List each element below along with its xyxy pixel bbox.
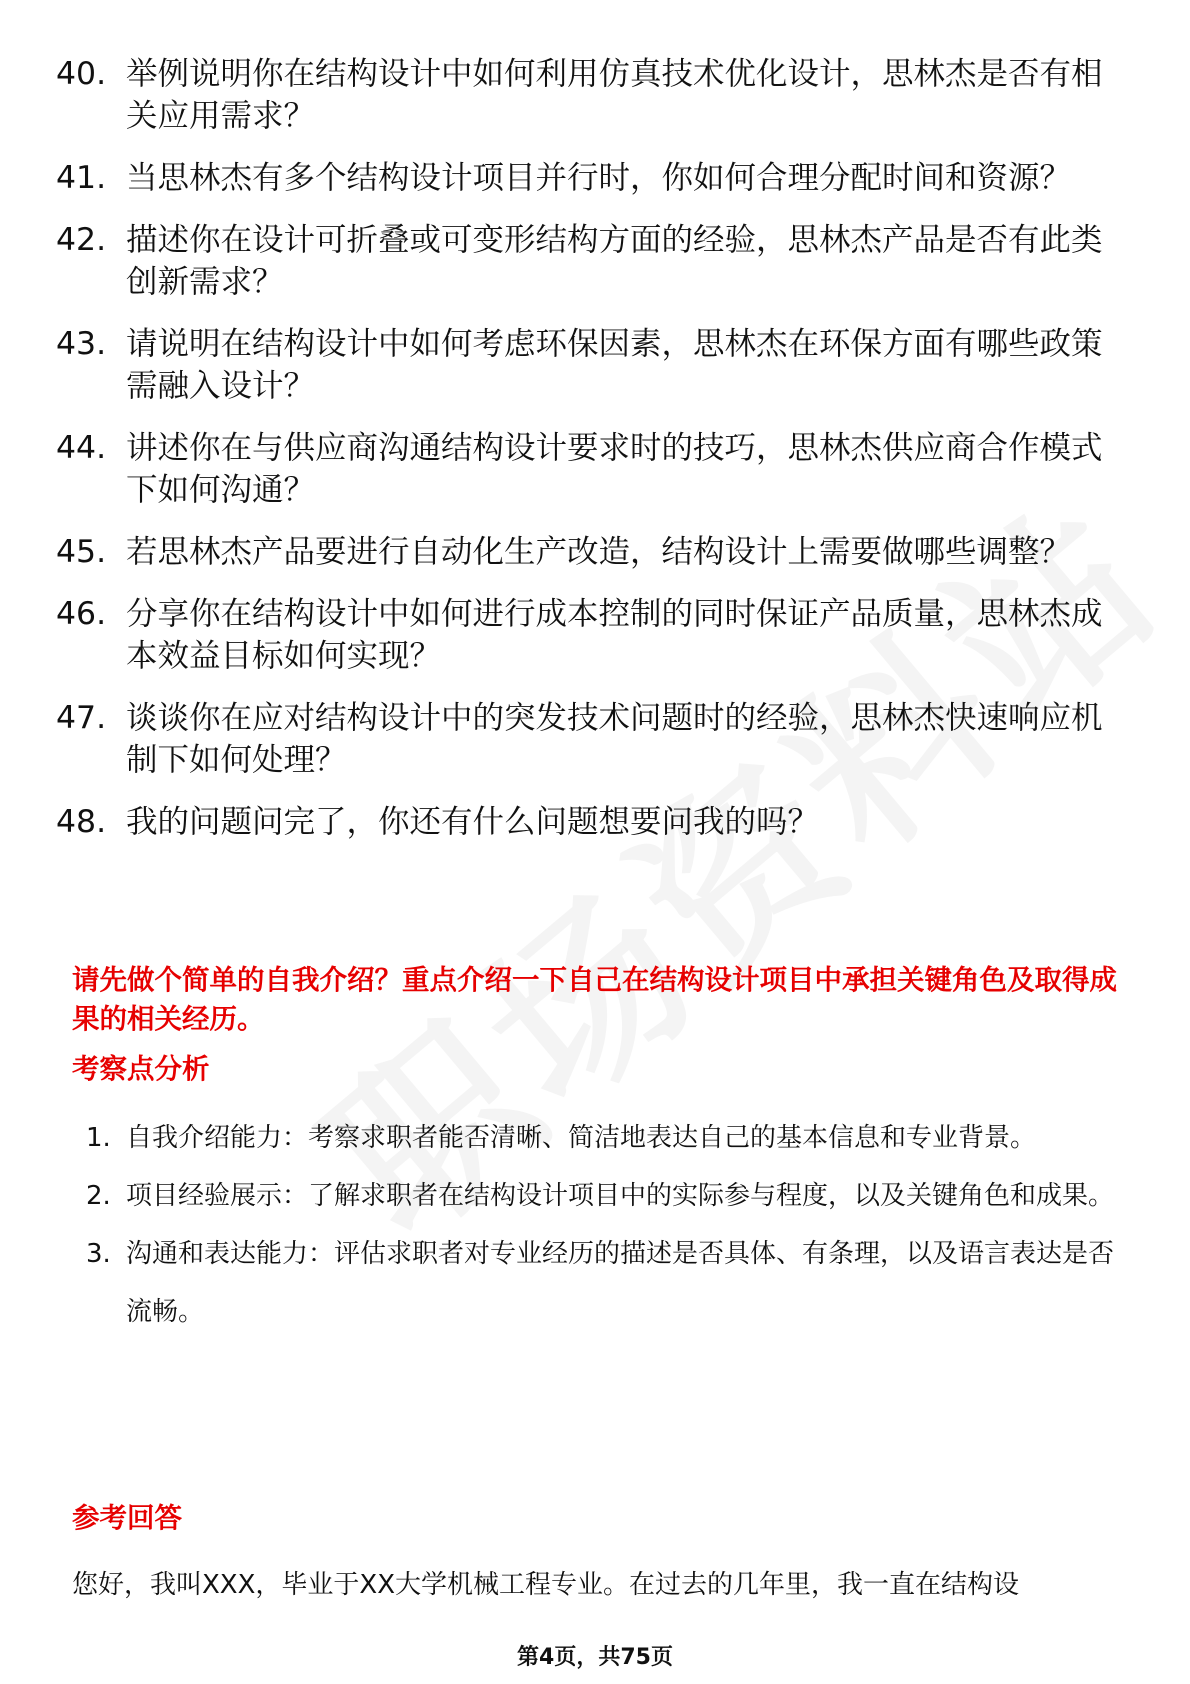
item-text: 自我介绍能力：考察求职者能否清晰、简洁地表达自己的基本信息和专业背景。 (126, 1123, 1037, 1153)
list-item (56, 427, 1116, 511)
item-text: 举例说明你在结构设计中如何利用仿真技术优化设计，思林杰是否有相关应用需求？ (126, 56, 1103, 134)
item-number: 3. (86, 1239, 111, 1269)
item-number: 45. (56, 534, 107, 570)
list-item (56, 53, 1116, 137)
item-text: 沟通和表达能力：评估求职者对专业经历的描述是否具体、有条理，以及语言表达是否流畅。 (126, 1239, 1115, 1327)
item-text: 谈谈你在应对结构设计中的突发技术问题时的经验，思林杰快速响应机制下如何处理？ (126, 700, 1103, 778)
item-text: 我的问题问完了，你还有什么问题想要问我的吗？ (126, 804, 820, 840)
item-text: 请说明在结构设计中如何考虑环保因素，思林杰在环保方面有哪些政策需融入设计？ (126, 326, 1103, 404)
list-item (56, 697, 1116, 781)
list-item (56, 531, 1116, 573)
item-text: 当思林杰有多个结构设计项目并行时，你如何合理分配时间和资源？ (126, 160, 1072, 196)
list-item (86, 1225, 1126, 1341)
item-number: 2. (86, 1181, 111, 1211)
list-item (56, 593, 1116, 677)
item-text: 分享你在结构设计中如何进行成本控制的同时保证产品质量，思林杰成本效益目标如何实现？ (126, 596, 1103, 674)
list-item (56, 323, 1116, 407)
analysis-heading: 考察点分析 (72, 1053, 210, 1085)
question-list (56, 53, 1116, 863)
list-item (86, 1167, 1126, 1225)
list-item (86, 1109, 1126, 1167)
interview-prompt: 请先做个简单的自我介绍？重点介绍一下自己在结构设计项目中承担关键角色及取得成果的相关经历。 (72, 964, 1117, 1035)
analysis-list (86, 1109, 1126, 1341)
page-footer: 第4页，共75页 (517, 1645, 673, 1670)
item-number: 46. (56, 596, 107, 632)
item-number: 1. (86, 1123, 111, 1153)
item-number: 41. (56, 160, 107, 196)
answer-heading: 参考回答 (72, 1502, 182, 1534)
item-number: 44. (56, 430, 107, 466)
item-text: 讲述你在与供应商沟通结构设计要求时的技巧，思林杰供应商合作模式下如何沟通？ (126, 430, 1103, 508)
list-item (56, 219, 1116, 303)
item-text: 项目经验展示：了解求职者在结构设计项目中的实际参与程度，以及关键角色和成果。 (126, 1181, 1115, 1211)
list-item (56, 801, 1116, 843)
item-number: 40. (56, 56, 107, 92)
list-item (56, 157, 1116, 199)
item-text: 若思林杰产品要进行自动化生产改造，结构设计上需要做哪些调整？ (126, 534, 1072, 570)
item-number: 43. (56, 326, 107, 362)
item-text: 描述你在设计可折叠或可变形结构方面的经验，思林杰产品是否有此类创新需求？ (126, 222, 1103, 300)
item-number: 42. (56, 222, 107, 258)
item-number: 47. (56, 700, 107, 736)
item-number: 48. (56, 804, 107, 840)
answer-text: 您好，我叫XXX，毕业于XX大学机械工程专业。在过去的几年里，我一直在结构设 (72, 1570, 1020, 1600)
